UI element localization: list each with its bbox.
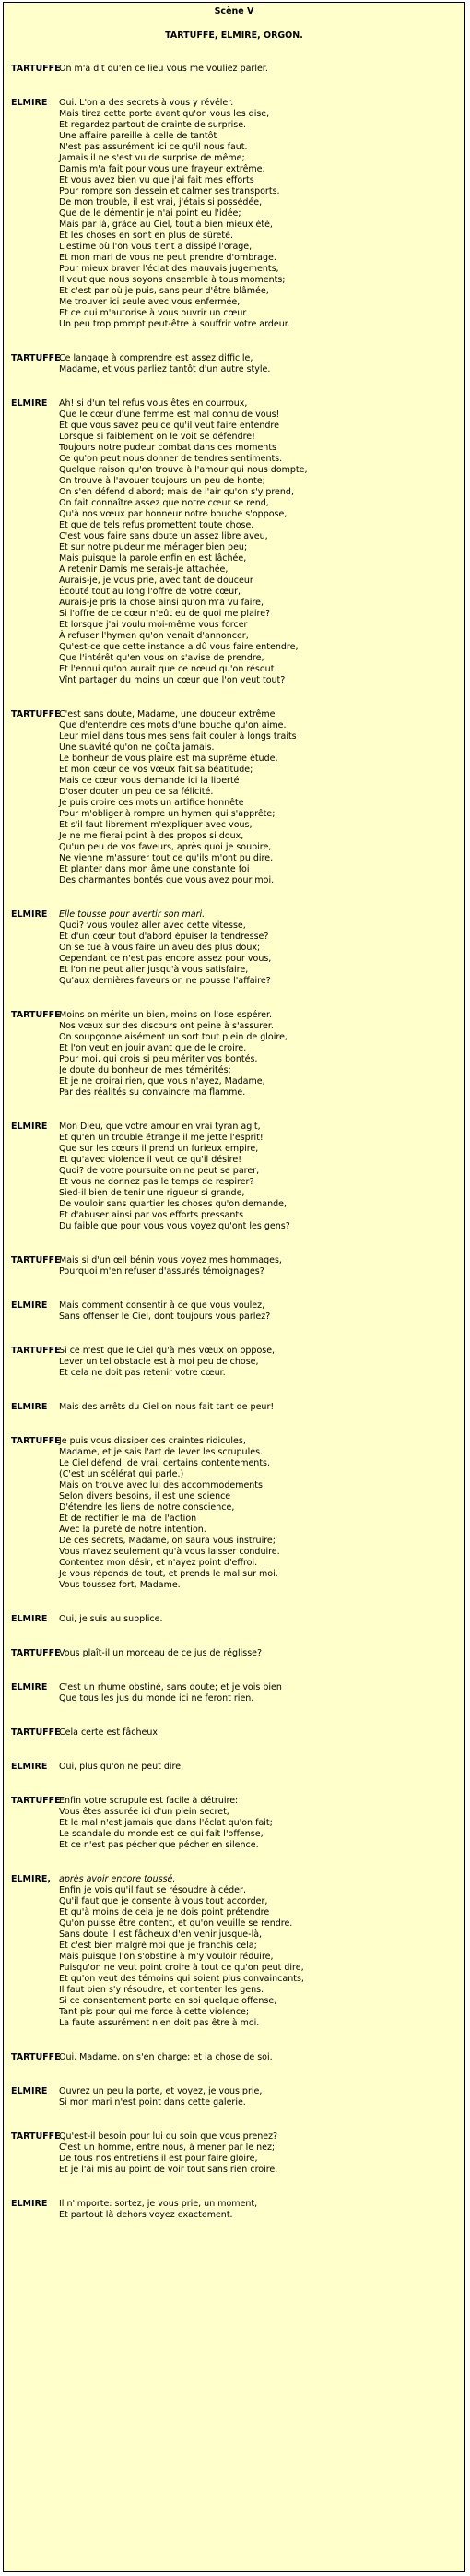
speaker-name: ELMIRE xyxy=(11,2199,48,2209)
verse-line: Et qu'à moins de cela je ne dois point prétendre xyxy=(59,1907,270,1917)
speaker-name: TARTUFFE xyxy=(11,353,61,363)
verse-line: Enfin votre scrupule est facile à détruire: xyxy=(59,1796,239,1806)
verse-line: Le bonheur de vous plaire est ma suprême étude, xyxy=(59,754,278,764)
verse-line: Mais si d'un œil bénin vous voyez mes hommages, xyxy=(59,1255,282,1265)
speech-text xyxy=(59,2052,457,2063)
speaker-name: ELMIRE xyxy=(11,1300,48,1311)
speaker-name: TARTUFFE xyxy=(11,1346,61,1356)
dialogue-turn xyxy=(11,909,457,987)
verse-line: Qu'un peu de vos faveurs, après quoi je soupire, xyxy=(59,842,272,852)
verse-line: De tous nos entretiens il est pour faire gloire, xyxy=(59,2154,258,2164)
verse-line: (C'est un scélérat qui parle.) xyxy=(59,1469,184,1479)
speaker-name: ELMIRE xyxy=(11,2086,48,2096)
speaker-name: TARTUFFE xyxy=(11,2131,61,2142)
verse-line: Il veut que nous soyons ensemble à tous moments; xyxy=(59,275,286,285)
verse-line: Et qu'on veut des témoins qui soient plus convaincants, xyxy=(59,1974,304,1984)
verse-line: Et que vous savez peu ce qu'il veut faire entendre xyxy=(59,421,279,431)
verse-line: Pour moi, qui crois si peu mériter vos bontés, xyxy=(59,1054,258,1064)
verse-line: Si ce n'est que le Ciel qu'à mes vœux on oppose, xyxy=(59,1346,276,1356)
scene-title: Scène V xyxy=(214,6,254,17)
verse-line: Et cela ne doit pas retenir votre cœur. xyxy=(59,1368,226,1378)
speech-text xyxy=(59,1255,457,1277)
speech-text xyxy=(59,1874,457,2029)
speaker-name: ELMIRE xyxy=(11,1614,48,1624)
speech-text xyxy=(59,1796,457,1851)
verse-line: Et qu'en un trouble étrange il me jette l'esprit! xyxy=(59,1133,264,1143)
verse-line: Sied-il bien de tenir une rigueur si grande, xyxy=(59,1188,245,1198)
verse-line: Et vous avez bien vu que j'ai fait mes efforts xyxy=(59,175,254,185)
verse-line: Ce qu'on peut nous donner de tendres sentiments. xyxy=(59,454,283,464)
speaker-name: TARTUFFE xyxy=(11,1727,61,1738)
verse-line: On se tue à vous faire un aveu des plus doux; xyxy=(59,943,261,953)
verse-line: Mais on trouve avec lui des accommodements. xyxy=(59,1480,266,1490)
verse-line: Et qu'avec violence il veut ce qu'il désire! xyxy=(59,1155,242,1165)
dialogue-turn xyxy=(11,1762,457,1773)
verse-line: Et sur notre pudeur me ménager bien peu; xyxy=(59,542,248,552)
speech-text xyxy=(59,1402,457,1413)
verse-line: Me trouver ici seule avec vous enfermée, xyxy=(59,297,241,307)
verse-line: Mais puisque la parole enfin en est lâchée, xyxy=(59,553,247,564)
speaker-name: ELMIRE xyxy=(11,909,48,920)
verse-line: Mais tirez cette porte avant qu'on vous les dise, xyxy=(59,109,270,119)
verse-line: Cependant ce n'est pas encore assez pour vous, xyxy=(59,954,272,964)
speaker-name: TARTUFFE xyxy=(11,1796,61,1806)
verse-line: On fait connaître assez que notre cœur se rend, xyxy=(59,498,269,508)
dialogue-turn xyxy=(11,1796,457,1851)
verse-line: On soupçonne aisément un sort tout plein de gloire, xyxy=(59,1032,288,1042)
speech-text xyxy=(59,709,457,886)
verse-line: Et lorsque j'ai voulu moi-même vous forcer xyxy=(59,620,248,630)
verse-line: Que tous les jus du monde ici ne feront rien. xyxy=(59,1693,254,1703)
verse-line: Avec la pureté de notre intention. xyxy=(59,1525,206,1535)
verse-line: Mais puisque l'on s'obstine à m'y vouloir réduire, xyxy=(59,1952,274,1962)
dialogue-turn xyxy=(11,64,457,75)
speech-text xyxy=(59,1346,457,1379)
verse-line: Que l'intérêt qu'en vous on s'avise de prendre, xyxy=(59,653,264,663)
verse-line: Madame, et je sais l'art de lever les scrupules. xyxy=(59,1447,264,1457)
verse-line: Oui, je suis au supplice. xyxy=(59,1614,163,1624)
speech-text xyxy=(59,909,457,987)
verse-line: Cela certe est fâcheux. xyxy=(59,1727,160,1738)
verse-line: Une suavité qu'on ne goûta jamais. xyxy=(59,742,215,753)
verse-line: Nos vœux sur des discours ont peine à s'assurer. xyxy=(59,1021,274,1031)
verse-line: Et mon cœur de vos vœux fait sa béatitude; xyxy=(59,765,253,775)
dialogue-turn xyxy=(11,1614,457,1625)
verse-line: Le Ciel défend, de vrai, certains contentements, xyxy=(59,1458,271,1468)
speech-text xyxy=(59,353,457,375)
speaker-name: ELMIRE xyxy=(11,1402,48,1412)
dialogue-turn xyxy=(11,1255,457,1277)
verse-line: Si l'offre de ce cœur n'eût eu de quoi me plaire? xyxy=(59,609,271,619)
verse-line: Et ce n'est pas pécher que pécher en silence. xyxy=(59,1840,259,1850)
verse-line: Et s'il faut librement m'expliquer avec vous, xyxy=(59,820,253,830)
verse-line: De ces secrets, Madame, on saura vous instruire; xyxy=(59,1536,276,1546)
verse-line: Qu'on puisse être content, et qu'on veuille se rendre. xyxy=(59,1918,293,1929)
character-list: TARTUFFE, ELMIRE, ORGON. xyxy=(165,30,303,41)
verse-line: Puisqu'on ne veut point croire à tout ce qu'on peut dire, xyxy=(59,1963,304,1973)
verse-line: La faute assurément n'en doit pas être à moi. xyxy=(59,2018,260,2028)
verse-line: Et le mal n'est jamais que dans l'éclat qu'on fait; xyxy=(59,1818,273,1828)
speech-text xyxy=(59,1436,457,1591)
verse-line: L'estime où l'on vous tient a dissipé l'orage, xyxy=(59,242,253,252)
verse-line: Et mon mari de vous ne peut prendre d'ombrage. xyxy=(59,253,276,263)
verse-line: Qu'aux dernières faveurs on ne pousse l'affaire? xyxy=(59,976,271,986)
speech-text xyxy=(59,1614,457,1625)
speech-text xyxy=(59,98,457,330)
verse-line: Qu'est-il besoin pour lui du soin que vous prenez? xyxy=(59,2131,278,2142)
verse-line: Leur miel dans tous mes sens fait couler à longs traits xyxy=(59,731,297,742)
verse-line: Oui. L'on a des secrets à vous y révéler. xyxy=(59,98,234,108)
verse-line: Et c'est par où je puis, sans peur d'être blâmée, xyxy=(59,286,269,296)
verse-line: Il faut bien s'y résoudre, et contenter les gens. xyxy=(59,1985,264,1995)
verse-line: Que de le démentir je n'ai point eu l'idée; xyxy=(59,208,241,219)
verse-line: Je ne me fierai point à des propos si doux, xyxy=(59,831,244,841)
verse-line: Mais comment consentir à ce que vous voulez, xyxy=(59,1300,265,1311)
verse-line: Écouté tout au long l'offre de votre cœur, xyxy=(59,587,241,597)
dialogue-turn xyxy=(11,1648,457,1659)
dialogue-turn xyxy=(11,1300,457,1323)
dialogue-turn xyxy=(11,1874,457,2029)
dialogue-turn xyxy=(11,2199,457,2221)
verse-line: Quoi? de votre poursuite on ne peut se parer, xyxy=(59,1166,260,1176)
verse-line: Ah! si d'un tel refus vous êtes en courroux, xyxy=(59,398,248,409)
verse-line: Et d'un cœur tout d'abord épuiser la tendresse? xyxy=(59,932,269,942)
verse-line: Et je l'ai mis au point de voir tout sans rien croire. xyxy=(59,2165,278,2175)
verse-line: Par des réalités su convaincre ma flamme. xyxy=(59,1087,246,1098)
speaker-name: TARTUFFE xyxy=(11,2052,61,2062)
verse-line: Mais ce cœur vous demande ici la liberté xyxy=(59,776,240,786)
verse-line: Un peu trop prompt peut-être à souffrir votre ardeur. xyxy=(59,319,290,329)
speech-text xyxy=(59,2131,457,2176)
verse-line: Mais des arrêts du Ciel on nous fait tant de peur! xyxy=(59,1402,275,1412)
verse-line: Pour mieux braver l'éclat des mauvais jugements, xyxy=(59,264,279,274)
dialogue-turn xyxy=(11,1122,457,1232)
verse-line: Je puis vous dissiper ces craintes ridicules, xyxy=(59,1436,246,1446)
dialogue-turn xyxy=(11,1010,457,1098)
verse-line: Et ce qui m'autorise à vous ouvrir un cœur xyxy=(59,308,247,318)
speaker-name: TARTUFFE xyxy=(11,1436,61,1446)
verse-line: C'est vous faire sans doute un assez libre aveu, xyxy=(59,531,268,541)
verse-line: Si ce consentement porte en soi quelque offense, xyxy=(59,1996,277,2006)
verse-line: Et de rectifier le mal de l'action xyxy=(59,1514,197,1524)
speech-text xyxy=(59,1682,457,1704)
verse-line: Que d'entendre ces mots d'une bouche qu'on aime. xyxy=(59,720,287,730)
speaker-name: ELMIRE xyxy=(11,98,48,108)
verse-line: Pour rompre son dessein et calmer ses transports. xyxy=(59,186,280,196)
speech-text xyxy=(59,64,457,75)
verse-line: Ne vienne m'assurer tout ce qu'ils m'ont pu dire, xyxy=(59,853,274,863)
stage-direction: Elle tousse pour avertir son mari. xyxy=(59,909,206,920)
verse-line: Vînt partager du moins un cœur que l'on veut tout? xyxy=(59,675,286,685)
verse-line: À refuser l'hymen qu'on venait d'annoncer, xyxy=(59,631,249,641)
speaker-name: TARTUFFE xyxy=(11,64,61,74)
verse-line: On m'a dit qu'en ce lieu vous me vouliez parler. xyxy=(59,64,268,74)
verse-line: Et regardez partout de crainte de surprise. xyxy=(59,120,247,130)
speaker-name: TARTUFFE xyxy=(11,1010,61,1020)
verse-line: Et partout là dehors voyez exactement. xyxy=(59,2210,233,2220)
dialogue-turn xyxy=(11,1402,457,1413)
verse-line: Qu'à nos vœux par honneur notre bouche s'oppose, xyxy=(59,509,288,519)
verse-line: Et les choses en sont en plus de sûreté. xyxy=(59,231,233,241)
speaker-name: ELMIRE xyxy=(11,1682,48,1692)
verse-line: N'est pas assurément ici ce qu'il nous faut. xyxy=(59,142,248,152)
verse-line: Et vous ne donnez pas le temps de respirer? xyxy=(59,1177,254,1187)
verse-line: Et c'est bien malgré moi que je franchis cela; xyxy=(59,1941,257,1951)
verse-line: On s'en défend d'abord; mais de l'air qu'on s'y prend, xyxy=(59,487,294,497)
verse-line: Mais par là, grâce au Ciel, tout a bien mieux été, xyxy=(59,220,273,230)
speech-text xyxy=(59,1300,457,1323)
verse-line: Sans offenser le Ciel, dont toujours vous parlez? xyxy=(59,1312,271,1322)
verse-line: Selon divers besoins, il est une science xyxy=(59,1491,231,1502)
speaker-name: TARTUFFE xyxy=(11,1648,61,1658)
verse-line: Oui, plus qu'on ne peut dire. xyxy=(59,1762,184,1772)
dialogue-turn xyxy=(11,398,457,686)
speech-text xyxy=(59,2086,457,2108)
dialogue-turn xyxy=(11,2131,457,2176)
dialogue-turn xyxy=(11,1346,457,1379)
verse-line: Et l'on veut en jouir avant que de le croire. xyxy=(59,1043,247,1053)
verse-line: Ouvrez un peu la porte, et voyez, je vous prie, xyxy=(59,2086,263,2096)
speech-text xyxy=(59,1727,457,1739)
verse-line: De mon trouble, il est vrai, j'étais si possédée, xyxy=(59,197,263,208)
verse-line: Mon Dieu, que votre amour en vrai tyran agit, xyxy=(59,1122,261,1132)
speaker-name: ELMIRE xyxy=(11,1122,48,1132)
verse-line: Je doute du bonheur de mes témérités; xyxy=(59,1065,231,1075)
dialogue-turn xyxy=(11,353,457,375)
dialogue-turn xyxy=(11,2086,457,2108)
verse-line: Une affaire pareille à celle de tantôt xyxy=(59,131,217,141)
verse-line: Qu'est-ce que cette instance a dû vous faire entendre, xyxy=(59,642,299,652)
dialogue-turn xyxy=(11,1436,457,1591)
verse-line: Et je ne croirai rien, que vous n'ayez, Madame, xyxy=(59,1076,265,1086)
verse-line: Aurais-je, je vous prie, avec tant de douceur xyxy=(59,576,253,586)
verse-line: D'oser douter un peu de sa félicité. xyxy=(59,787,214,797)
verse-line: Et l'on ne peut aller jusqu'à vous satisfaire, xyxy=(59,965,249,975)
speech-text xyxy=(59,398,457,686)
verse-line: Il n'importe: sortez, je vous prie, un moment, xyxy=(59,2199,258,2209)
verse-line: Vous êtes assurée ici d'un plein secret, xyxy=(59,1807,229,1817)
verse-line: C'est un rhume obstiné, sans doute; et je vois bien xyxy=(59,1682,282,1692)
verse-line: Je vous réponds de tout, et prends le mal sur moi. xyxy=(59,1569,278,1579)
verse-line: Jamais il ne s'est vu de surprise de même; xyxy=(59,153,245,163)
speech-text xyxy=(59,1010,457,1098)
dialogue-list xyxy=(11,64,457,2221)
verse-line: Et que de tels refus promettent toute chose. xyxy=(59,520,254,530)
speech-text xyxy=(59,1648,457,1659)
verse-line: Madame, et vous parliez tantôt d'un autre style. xyxy=(59,364,271,374)
verse-line: Pour m'obliger à rompre un hymen qui s'apprête; xyxy=(59,809,276,819)
verse-line: Quoi? vous voulez aller avec cette vitesse, xyxy=(59,920,246,931)
verse-line: Aurais-je pris la chose ainsi qu'on m'a vu faire, xyxy=(59,598,264,608)
speaker-name: TARTUFFE xyxy=(11,1255,61,1265)
dialogue-turn xyxy=(11,709,457,886)
scene-page xyxy=(3,2,465,2572)
verse-line: Moins on mérite un bien, moins on l'ose espérer. xyxy=(59,1010,273,1020)
speech-text xyxy=(59,1762,457,1773)
verse-line: C'est un homme, entre nous, à mener par le nez; xyxy=(59,2143,276,2153)
speaker-name: ELMIRE xyxy=(11,1762,48,1772)
verse-line: Le scandale du monde est ce qui fait l'offense, xyxy=(59,1829,264,1839)
verse-line: À retenir Damis me serais-je attachée, xyxy=(59,564,229,575)
verse-line: Toujours notre pudeur combat dans ces moments xyxy=(59,443,276,453)
verse-line: Que sur les cœurs il prend un furieux empire, xyxy=(59,1144,259,1154)
speaker-name: ELMIRE xyxy=(11,398,48,409)
verse-line: Qu'il faut que je consente à vous tout accorder, xyxy=(59,1896,268,1906)
verse-line: Pourquoi m'en refuser d'assurés témoignages? xyxy=(59,1266,264,1276)
verse-line: Vous plaît-il un morceau de ce jus de réglisse? xyxy=(59,1648,263,1658)
verse-line: D'étendre les liens de notre conscience, xyxy=(59,1502,235,1513)
verse-line: Et d'abuser ainsi par vos efforts pressants xyxy=(59,1210,244,1220)
dialogue-turn xyxy=(11,1682,457,1704)
speech-text xyxy=(59,1122,457,1232)
verse-line: Que le cœur d'une femme est mal connu de vous! xyxy=(59,410,280,420)
verse-line: Du faible que pour vous vous voyez qu'ont les gens? xyxy=(59,1221,290,1231)
speech-text xyxy=(59,2199,457,2221)
dialogue-turn xyxy=(11,2052,457,2063)
verse-line: Si mon mari n'est point dans cette galerie. xyxy=(59,2097,246,2107)
verse-line: Vous toussez fort, Madame. xyxy=(59,1580,181,1590)
verse-line: Oui, Madame, on s'en charge; et la chose de soi. xyxy=(59,2052,273,2062)
verse-line: Lever un tel obstacle est à moi peu de chose, xyxy=(59,1357,259,1367)
verse-line: Damis m'a fait pour vous une frayeur extrême, xyxy=(59,164,265,174)
verse-line: Quelque raison qu'on trouve à l'amour qui nous dompte, xyxy=(59,465,308,475)
verse-line: De vouloir sans quartier les choses qu'on demande, xyxy=(59,1199,287,1209)
verse-line: Lorsque si faiblement on le voit se défendre! xyxy=(59,432,255,442)
dialogue-turn xyxy=(11,98,457,330)
speaker-name: TARTUFFE xyxy=(11,709,61,719)
stage-direction: après avoir encore toussé. xyxy=(59,1874,176,1884)
verse-line: C'est sans doute, Madame, une douceur extrême xyxy=(59,709,276,719)
speaker-name: ELMIRE, xyxy=(11,1874,51,1884)
verse-line: Vous n'avez seulement qu'à vous laisser conduire. xyxy=(59,1547,280,1557)
verse-line: Et l'ennui qu'on aurait que ce nœud qu'on résout xyxy=(59,664,275,674)
verse-line: Des charmantes bontés que vous avez pour moi. xyxy=(59,875,275,885)
verse-line: On trouve à l'avouer toujours un peu de honte; xyxy=(59,476,265,486)
verse-line: Et planter dans mon âme une constante foi xyxy=(59,864,250,874)
verse-line: Contentez mon désir, et n'ayez point d'effroi. xyxy=(59,1558,258,1568)
verse-line: Je puis croire ces mots un artifice honnête xyxy=(59,798,244,808)
verse-line: Enfin je vois qu'il faut se résoudre à céder, xyxy=(59,1885,246,1895)
dialogue-turn xyxy=(11,1727,457,1739)
verse-line: Sans doute il est fâcheux d'en venir jusque-là, xyxy=(59,1929,263,1940)
verse-line: Ce langage à comprendre est assez difficile, xyxy=(59,353,253,363)
verse-line: Tant pis pour qui me force à cette violence; xyxy=(59,2007,250,2017)
